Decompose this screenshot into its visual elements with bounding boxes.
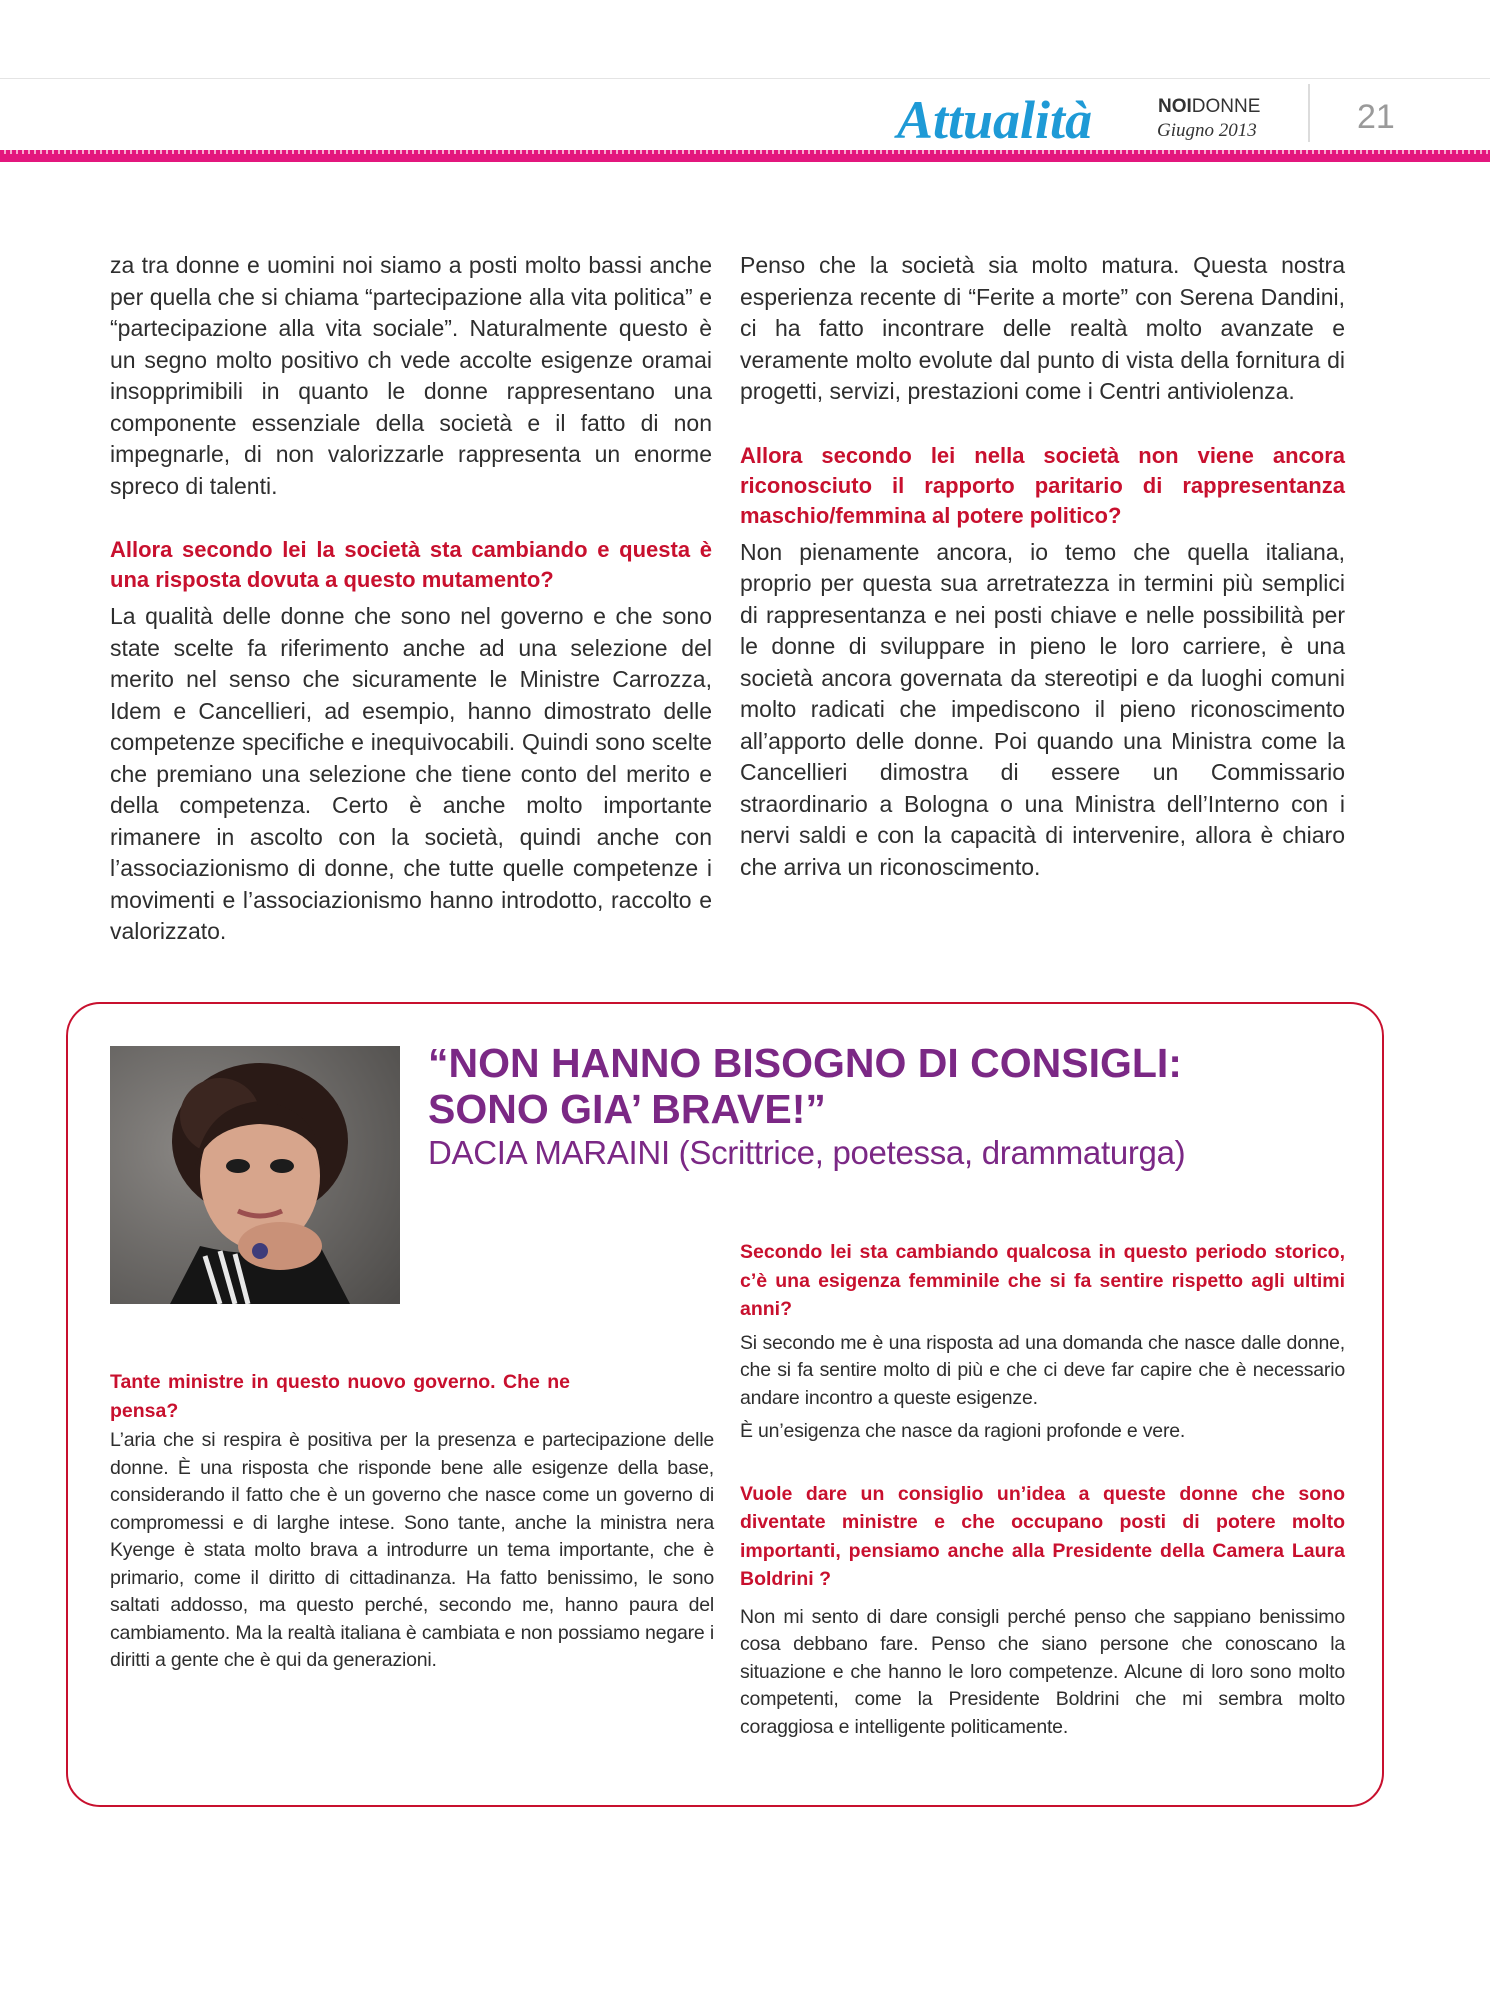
interview-right-column	[740, 1238, 1345, 1741]
magazine-name-rest: DONNE	[1191, 96, 1261, 117]
article-right-column	[740, 250, 1345, 883]
portrait-photo	[110, 1046, 400, 1304]
interview-title-line1: “NON HANNO BISOGNO DI CONSIGLI:	[428, 1040, 1182, 1086]
interview-answer-2a: Si secondo me è una risposta ad una domanda che nasce dalle donne, che si fa sentire molto di più e che ci deve far capire che è necessario andare incontro a queste esigenze.	[740, 1331, 1345, 1409]
issue-date: Giugno 2013	[1157, 120, 1257, 141]
interview-left-column	[110, 1368, 714, 1675]
section-title: Attualità	[897, 90, 1093, 150]
article-right-intro: Penso che la società sia molto matura. Questa nostra esperienza recente di “Ferite a morte” con Serena Dandini, ci ha fatto incontrare delle realtà molto avanzate e veramente molto evolute dal punto di vista della fornitura di progetti, servizi, prestazioni come i Centri antiviolenza.	[740, 252, 1345, 404]
article-right-question: Allora secondo lei nella società non viene ancora riconosciuto il rapporto paritario di rappresentanza maschio/femmina al potere politico?	[740, 442, 1345, 528]
interview-author: DACIA MARAINI (Scrittrice, poetessa, drammaturga)	[428, 1134, 1186, 1171]
interview-answer-3: Non mi sento di dare consigli perché penso che sappiano benissimo cosa debbano fare. Penso che siano persone che conoscano la situazione e che hanno le loro competenze. Alcune di loro sono molto competenti, come la Presidente Boldrini che mi sembra molto coraggiosa e intelligente politicamente.	[740, 1605, 1345, 1738]
top-rule	[0, 78, 1490, 79]
article-left-intro: za tra donne e uomini noi siamo a posti molto bassi anche per quella che si chiama “partecipazione alla vita politica” e “partecipazione alla vita sociale”. Naturalmente questo è un segno molto positivo ch vede accolte esigenze oramai insopprimibili in quanto le donne rappresentano una componente essenziale della società e il fatto di non impegnarle, di non valorizzarle rappresenta un enorme spreco di talenti.	[110, 252, 712, 499]
interview-title	[428, 1040, 1348, 1132]
article-left-column	[110, 250, 712, 948]
magazine-name	[1158, 97, 1260, 117]
interview-answer-2b: È un’esigenza che nasce da ragioni profonde e vere.	[740, 1420, 1186, 1442]
page-number: 21	[1357, 98, 1395, 136]
portrait-image	[110, 1046, 400, 1304]
magazine-name-bold: NOI	[1158, 96, 1192, 117]
article-left-answer: La qualità delle donne che sono nel governo e che sono state scelte fa riferimento anche ad una selezione del merito nel senso che sicuramente le Ministre Carrozza, Idem e Cancellieri, ad esempio, hanno dimostrato delle competenze specifiche e inequivocabili. Quindi sono scelte che premiano una selezione che tiene conto del merito e della competenza. Certo è anche molto importante rimanere in ascolto con la società, quindi anche con l’associazionismo di donne, che tutte quelle competenze i movimenti e l’associazionismo hanno introdotto, raccolto e valorizzato.	[110, 603, 712, 944]
header-divider	[1308, 84, 1310, 142]
interview-answer-1: L’aria che si respira è positiva per la presenza e partecipazione delle donne. È una risposta che risponde bene alle esigenze della base, considerando il fatto che è un governo che nasce come un governo di compromessi e di larghe intese. Sono tante, anche la ministra nera Kyenge è stata molto brava a introdurre un tema importante, che è primario, come il diritto di cittadinanza. Ha fatto benissimo, le sono saltati addosso, ma questo perché, secondo me, hanno paura del cambiamento. Ma la realtà italiana è cambiata e non possiamo negare i diritti a gente che è qui da generazioni.	[110, 1429, 714, 1671]
article-right-answer: Non pienamente ancora, io temo che quella italiana, proprio per questa sua arretratezza in termini più semplici di rappresentanza e nei posti chiave e nelle possibilità per le donne di sviluppare in pieno le loro carriere, è una società ancora governata da stereotipi e da luoghi comuni molto radicati che impediscono il pieno riconoscimento all’apporto delle donne. Poi quando una Ministra come la Cancellieri dimostra di essere un Commissario straordinario a Bologna o una Ministra dell’Interno con i nervi saldi e con la capacità di intervenire, allora è chiaro che arriva un riconoscimento.	[740, 538, 1345, 880]
header-pink-band	[0, 150, 1490, 162]
interview-question-3: Vuole dare un consiglio un’idea a queste donne che sono diventate ministre e che occupano posti di potere molto importanti, pensiamo anche alla Presidente della Camera Laura Boldrini ?	[740, 1482, 1345, 1590]
article-left-question: Allora secondo lei la società sta cambiando e questa è una risposta dovuta a questo mutamento?	[110, 537, 712, 592]
interview-question-1: Tante ministre in questo nuovo governo. Che ne pensa?	[110, 1371, 570, 1422]
interview-question-2: Secondo lei sta cambiando qualcosa in questo periodo storico, c’è una esigenza femminile che si fa sentire rispetto agli ultimi anni?	[740, 1241, 1345, 1320]
interview-title-line2: SONO GIA’ BRAVE!”	[428, 1086, 826, 1132]
